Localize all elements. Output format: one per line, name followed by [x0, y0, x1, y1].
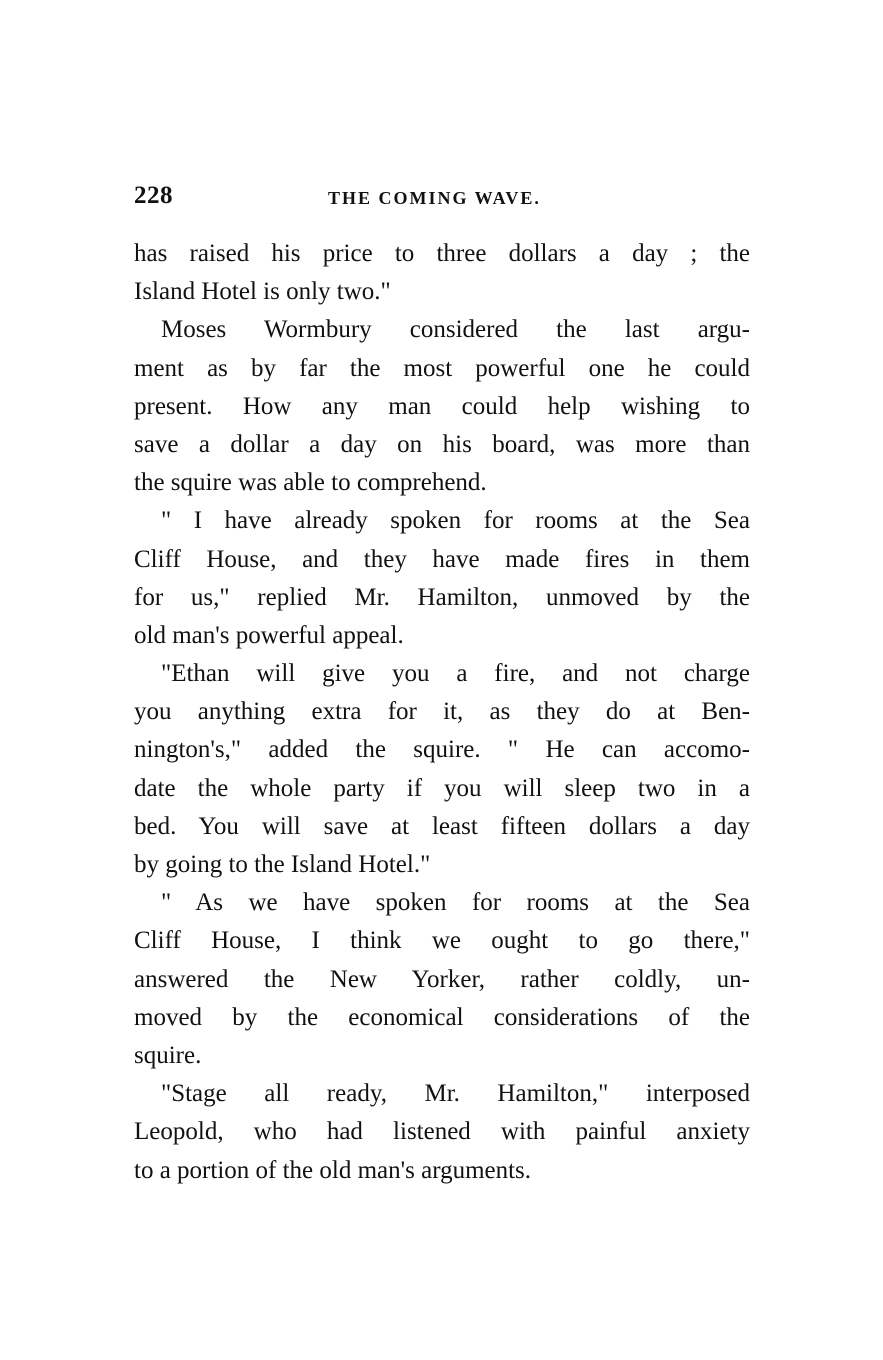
text-line: the squire was able to comprehend. [134, 469, 487, 497]
text-line: old man's powerful appeal. [134, 621, 404, 649]
body-text [134, 235, 750, 1190]
page-number: 228 [134, 182, 173, 209]
page-header [134, 182, 754, 222]
text-line: for us," replied Mr. Hamilton, unmoved by the [134, 583, 750, 611]
text-line: moved by the economical considerations of the [134, 1003, 750, 1031]
text-line: squire. [134, 1041, 202, 1069]
text-line: answered the New Yorker, rather coldly, un- [134, 965, 750, 993]
running-head: THE COMING WAVE. [328, 188, 541, 208]
text-line: Moses Wormbury considered the last argu- [161, 316, 750, 344]
text-line: " I have already spoken for rooms at the Sea [161, 507, 750, 535]
text-line: to a portion of the old man's arguments. [134, 1156, 532, 1184]
text-line: "Ethan will give you a fire, and not charge [161, 660, 750, 688]
text-line: has raised his price to three dollars a day ; the [134, 240, 750, 267]
text-line: bed. You will save at least fifteen dollars a day [134, 812, 750, 840]
text-line: "Stage all ready, Mr. Hamilton," interposed [161, 1080, 750, 1108]
text-line: present. How any man could help wishing to [134, 392, 750, 420]
text-line: " As we have spoken for rooms at the Sea [161, 889, 750, 917]
text-line: Cliff House, and they have made fires in them [134, 545, 750, 573]
text-line: Island Hotel is only two." [134, 278, 391, 306]
text-line: ment as by far the most powerful one he could [134, 354, 750, 382]
text-line: date the whole party if you will sleep two in a [134, 774, 750, 802]
text-line: save a dollar a day on his board, was more than [134, 430, 750, 458]
text-line: nington's," added the squire. " He can accomo- [134, 736, 750, 764]
text-line: Leopold, who had listened with painful anxiety [134, 1118, 750, 1146]
text-line: by going to the Island Hotel." [134, 851, 431, 878]
text-line: Cliff House, I think we ought to go there," [134, 927, 750, 955]
text-line: you anything extra for it, as they do at Ben- [134, 698, 750, 726]
